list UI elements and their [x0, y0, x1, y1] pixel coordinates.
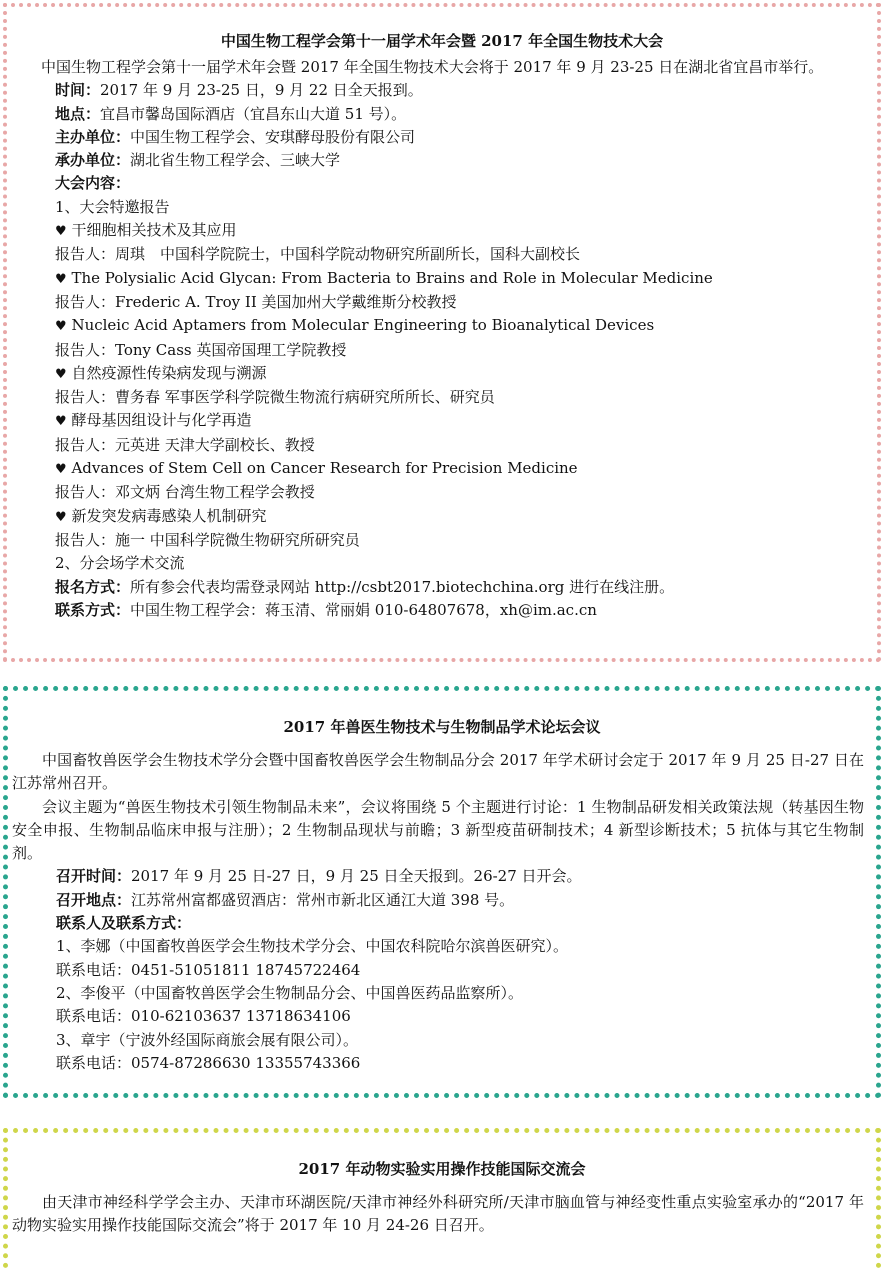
talk-title: [55, 362, 865, 386]
field-label: 召开时间：: [56, 867, 132, 886]
field-time: [56, 865, 864, 888]
field-value: 湖北省生物工程学会、三峡大学: [130, 151, 341, 170]
field-value: 江苏常州富都盛贸酒店：常州市新北区通江大道 398 号。: [131, 890, 515, 909]
intro-paragraph: 中国生物工程学会第十一届学术年会暨 2017 年全国生物技术大会将于 2017 年 9 月 23-25 日在湖北省宜昌市举行。: [41, 58, 824, 76]
intro-paragraph: 由天津市神经科学学会主办、天津市环湖医院/天津市神经外科研究所/天津市脑血管与神经变性重点实验室承办的“2017 年动物实验实用操作技能国际交流会”将于 2017 年 10 月 24-26 日召开。: [12, 1193, 864, 1235]
section-title: 中国生物工程学会第十一届学术年会暨 2017 年全国生物技术大会: [220, 32, 664, 50]
talk-speaker: 报告人：邓文炳 台湾生物工程学会教授: [55, 483, 315, 502]
conference-notice-2: [3, 686, 881, 1098]
field-label: 联系方式：: [55, 600, 131, 619]
heart-icon: ♥: [55, 319, 67, 335]
talk-title: [55, 314, 865, 338]
talk-title-text: 酵母基因组设计与化学再造: [71, 411, 252, 430]
heart-icon: ♥: [55, 271, 67, 287]
field-value: 中国生物工程学会：蒋玉清、常丽娟 010-64807678，xh@im.ac.cn: [130, 600, 597, 619]
field-value: 中国生物工程学会、安琪酵母股份有限公司: [130, 127, 416, 146]
contact-phone: 联系电话：0451-51051811 18745722464: [56, 960, 361, 979]
content-label: 大会内容：: [55, 174, 131, 193]
talk-speaker: 报告人：Tony Cass 英国帝国理工学院教授: [55, 340, 347, 359]
talk-title-text: Advances of Stem Cell on Cancer Research for Precision Medicine: [71, 459, 578, 478]
heart-icon: ♥: [55, 462, 67, 478]
talk-speaker: 报告人：周琪 中国科学院院士，中国科学院动物研究所副所长，国科大副校长: [55, 245, 581, 264]
talk-speaker: 报告人：Frederic A. Troy II 美国加州大学戴维斯分校教授: [55, 292, 457, 311]
field-label: 承办单位：: [55, 151, 131, 170]
field-organizer: [55, 126, 865, 149]
talk-title: [55, 457, 865, 481]
field-label: 地点：: [55, 104, 101, 123]
field-host: [55, 149, 865, 172]
talk-speaker: 报告人：曹务春 军事医学科学院微生物流行病研究所所长、研究员: [55, 388, 495, 407]
talk-speaker: 报告人：元英进 天津大学副校长、教授: [55, 435, 315, 454]
talk-title-text: 自然疫源性传染病发现与溯源: [71, 363, 267, 382]
talk-title-text: Nucleic Acid Aptamers from Molecular Engineering to Bioanalytical Devices: [71, 316, 655, 335]
talk-title-text: 干细胞相关技术及其应用: [71, 221, 237, 240]
list-item: 2、分会场学术交流: [55, 554, 185, 573]
intro-paragraph: 中国畜牧兽医学会生物技术学分会暨中国畜牧兽医学会生物制品分会 2017 年学术研讨会定于 2017 年 9 月 25 日-27 日在江苏常州召开。: [12, 751, 864, 793]
conference-notice-3: [3, 1128, 881, 1268]
contact-phone: 联系电话：010-62103637 13718634106: [56, 1007, 351, 1026]
contacts-label: 联系人及联系方式：: [56, 914, 192, 933]
talk-title: [55, 409, 865, 433]
contact-name: 3、章宇（宁波外经国际商旅会展有限公司）。: [56, 1030, 359, 1049]
talk-title: [55, 267, 865, 291]
conference-notice-1: [3, 3, 881, 662]
contact-name: 2、李俊平（中国畜牧兽医学会生物制品分会、中国兽医药品监察所）。: [56, 983, 524, 1002]
field-location: [55, 103, 865, 126]
contact-phone: 联系电话：0574-87286630 13355743366: [56, 1053, 361, 1072]
field-registration: [55, 576, 865, 599]
heart-icon: ♥: [55, 509, 67, 525]
talk-title-text: The Polysialic Acid Glycan: From Bacteria to Brains and Role in Molecular Medicine: [71, 268, 713, 287]
theme-paragraph: 会议主题为“兽医生物技术引领生物制品未来”，会议将围绕 5 个主题进行讨论：1 生物制品研发相关政策法规（转基因生物安全申报、生物制品临床申报与注册）；2 生物制品现状与前瞻；3 新型疫苗研制技术；4 新型诊断技术；5 抗体与其它生物制剂。: [12, 797, 864, 863]
field-location: [56, 889, 864, 912]
heart-icon: ♥: [55, 224, 67, 240]
heart-icon: ♥: [55, 366, 67, 382]
contact-name: 1、李娜（中国畜牧兽医学会生物技术学分会、中国农科院哈尔滨兽医研究）。: [56, 937, 569, 956]
field-value: 2017 年 9 月 23-25 日，9 月 22 日全天报到。: [100, 81, 423, 100]
field-label: 时间：: [55, 81, 101, 100]
field-label: 主办单位：: [55, 127, 131, 146]
talk-title: [55, 219, 865, 243]
field-value: 2017 年 9 月 25 日-27 日，9 月 25 日全天报到。26-27 日开会。: [131, 867, 582, 886]
field-value: 所有参会代表均需登录网站 http://csbt2017.biotechchina.org 进行在线注册。: [130, 577, 675, 596]
field-value: 宜昌市馨岛国际酒店（宜昌东山大道 51 号）。: [100, 104, 407, 123]
field-contact: [55, 599, 865, 622]
section-title: 2017 年动物实验实用操作技能国际交流会: [298, 1160, 586, 1178]
section-title: 2017 年兽医生物技术与生物制品学术论坛会议: [283, 718, 601, 736]
talk-title: [55, 505, 865, 529]
talk-title-text: 新发突发病毒感染人机制研究: [71, 506, 267, 525]
field-time: [55, 79, 865, 102]
list-item: 1、大会特邀报告: [55, 197, 170, 216]
heart-icon: ♥: [55, 414, 67, 430]
talk-speaker: 报告人：施一 中国科学院微生物研究所研究员: [55, 530, 360, 549]
field-label: 召开地点：: [56, 890, 132, 909]
field-label: 报名方式：: [55, 577, 131, 596]
